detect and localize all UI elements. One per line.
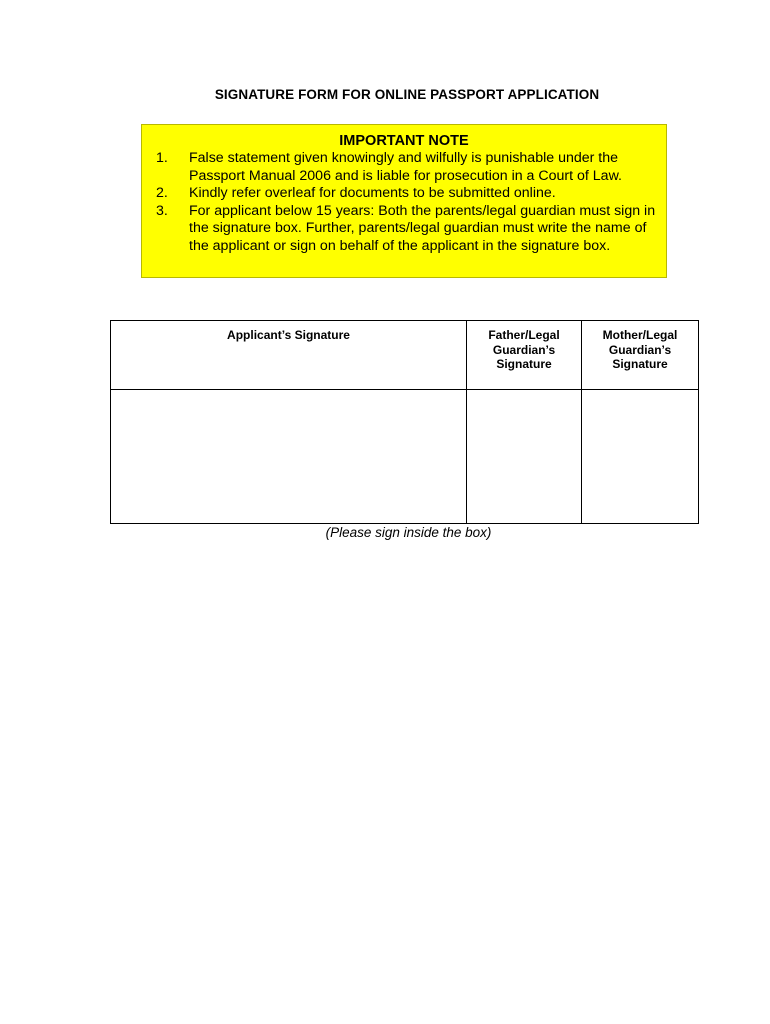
page-title: SIGNATURE FORM FOR ONLINE PASSPORT APPLICATION: [214, 87, 600, 102]
signature-table: [110, 320, 699, 524]
note-item: [142, 185, 666, 203]
mother-signature-header: [582, 321, 699, 390]
father-signature-header: [467, 321, 582, 390]
note-item: [142, 150, 666, 185]
note-item-text: False statement given knowingly and wilfully is punishable under the Passport Manual 2006 and is liable for prosecution in a Court of Law.: [189, 150, 622, 184]
note-item-number: 2.: [156, 185, 168, 201]
applicant-signature-header: [111, 321, 467, 390]
applicant-signature-box[interactable]: [111, 390, 467, 524]
signature-box-row: [111, 390, 699, 524]
important-note-heading: IMPORTANT NOTE: [339, 133, 469, 149]
note-item-number: 3.: [156, 202, 168, 219]
mother-signature-box[interactable]: [582, 390, 699, 524]
important-note-list: [142, 150, 666, 255]
mother-signature-label: Mother/Legal Guardian’s Signature: [602, 328, 678, 371]
note-item: [142, 203, 666, 256]
applicant-signature-label: Applicant’s Signature: [227, 328, 350, 342]
note-item-text: Kindly refer overleaf for documents to be submitted online.: [189, 185, 556, 201]
note-item-text: For applicant below 15 years: Both the parents/legal guardian must sign in the signature box. Further, parents/legal guardian must write the name of the applicant or sign on behalf of the applicant in the signature box.: [189, 202, 656, 254]
father-signature-box[interactable]: [467, 390, 582, 524]
father-signature-label: Father/Legal Guardian’s Signature: [488, 328, 560, 371]
important-note-box: [141, 124, 667, 278]
sign-instruction: (Please sign inside the box): [325, 525, 492, 540]
signature-header-row: [111, 321, 699, 390]
note-item-number: 1.: [156, 150, 168, 166]
